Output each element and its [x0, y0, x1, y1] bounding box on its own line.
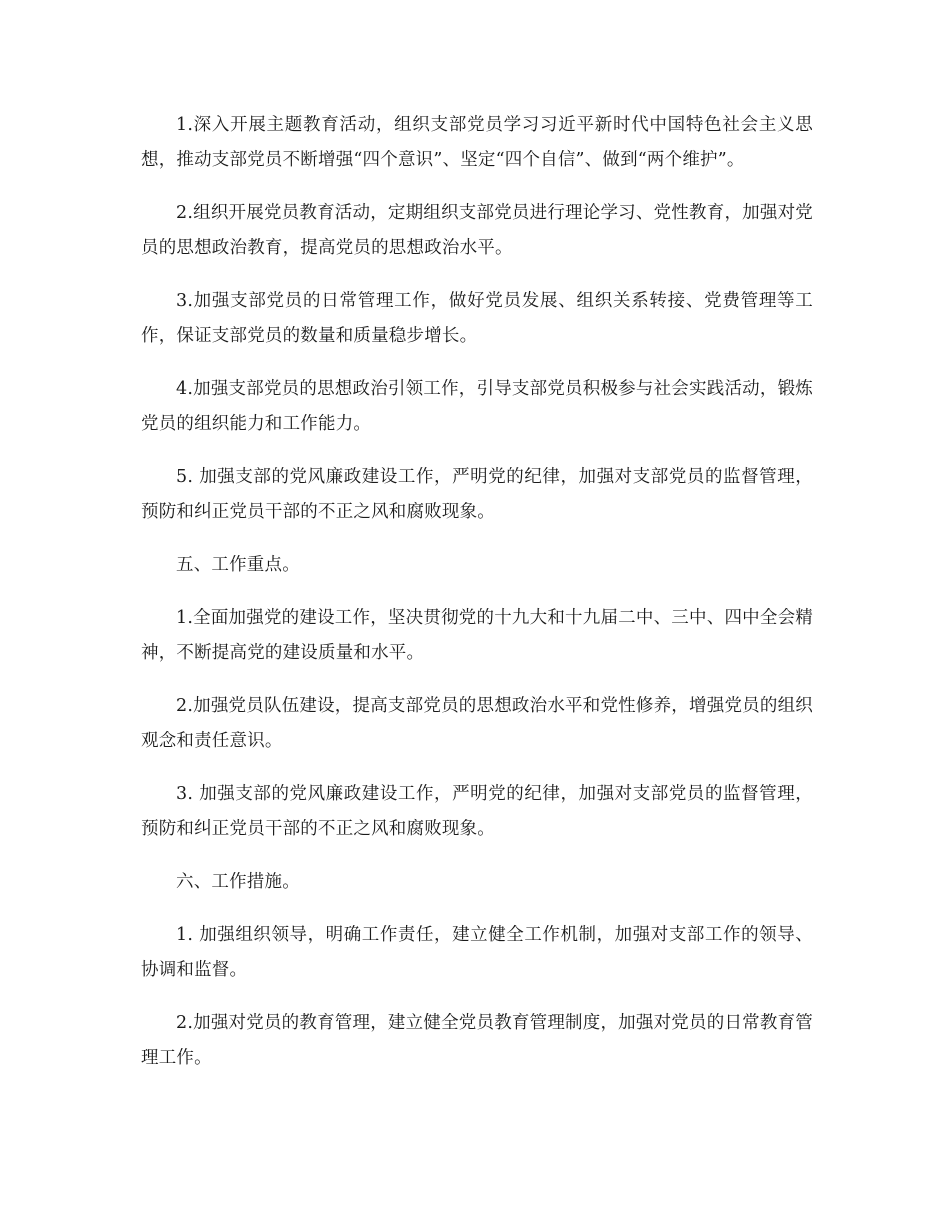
paragraph-7: 2.加强党员队伍建设，提高支部党员的思想政治水平和党性修养，增强党员的组织观念和责任意识。	[141, 696, 813, 751]
section-heading-work-measures: 六、工作措施。	[176, 872, 300, 892]
paragraph-8: 3. 加强支部的党风廉政建设工作，严明党的纪律，加强对支部党员的监督管理，预防和纠正党员干部的不正之风和腐败现象。	[141, 784, 813, 839]
paragraph-2: 2.组织开展党员教育活动，定期组织支部党员进行理论学习、党性教育，加强对党员的思想政治教育，提高党员的思想政治水平。	[141, 203, 813, 258]
paragraph-9: 1. 加强组织领导，明确工作责任，建立健全工作机制，加强对支部工作的领导、协调和监督。	[141, 925, 813, 980]
paragraph-5: 5. 加强支部的党风廉政建设工作，严明党的纪律，加强对支部党员的监督管理，预防和纠正党员干部的不正之风和腐败现象。	[141, 467, 813, 522]
paragraph-10: 2.加强对党员的教育管理，建立健全党员教育管理制度，加强对党员的日常教育管理工作。	[141, 1013, 813, 1068]
paragraph-4: 4.加强支部党员的思想政治引领工作，引导支部党员积极参与社会实践活动，锻炼党员的组织能力和工作能力。	[141, 379, 813, 434]
paragraph-1: 1.深入开展主题教育活动，组织支部党员学习习近平新时代中国特色社会主义思想，推动支部党员不断增强“四个意识”、坚定“四个自信”、做到“两个维护”。	[141, 115, 813, 170]
document-body	[141, 108, 813, 1094]
paragraph-3: 3.加强支部党员的日常管理工作，做好党员发展、组织关系转接、党费管理等工作，保证支部党员的数量和质量稳步增长。	[141, 291, 813, 346]
section-heading-work-focus: 五、工作重点。	[176, 555, 300, 575]
paragraph-6: 1.全面加强党的建设工作，坚决贯彻党的十九大和十九届二中、三中、四中全会精神，不断提高党的建设质量和水平。	[141, 608, 813, 663]
